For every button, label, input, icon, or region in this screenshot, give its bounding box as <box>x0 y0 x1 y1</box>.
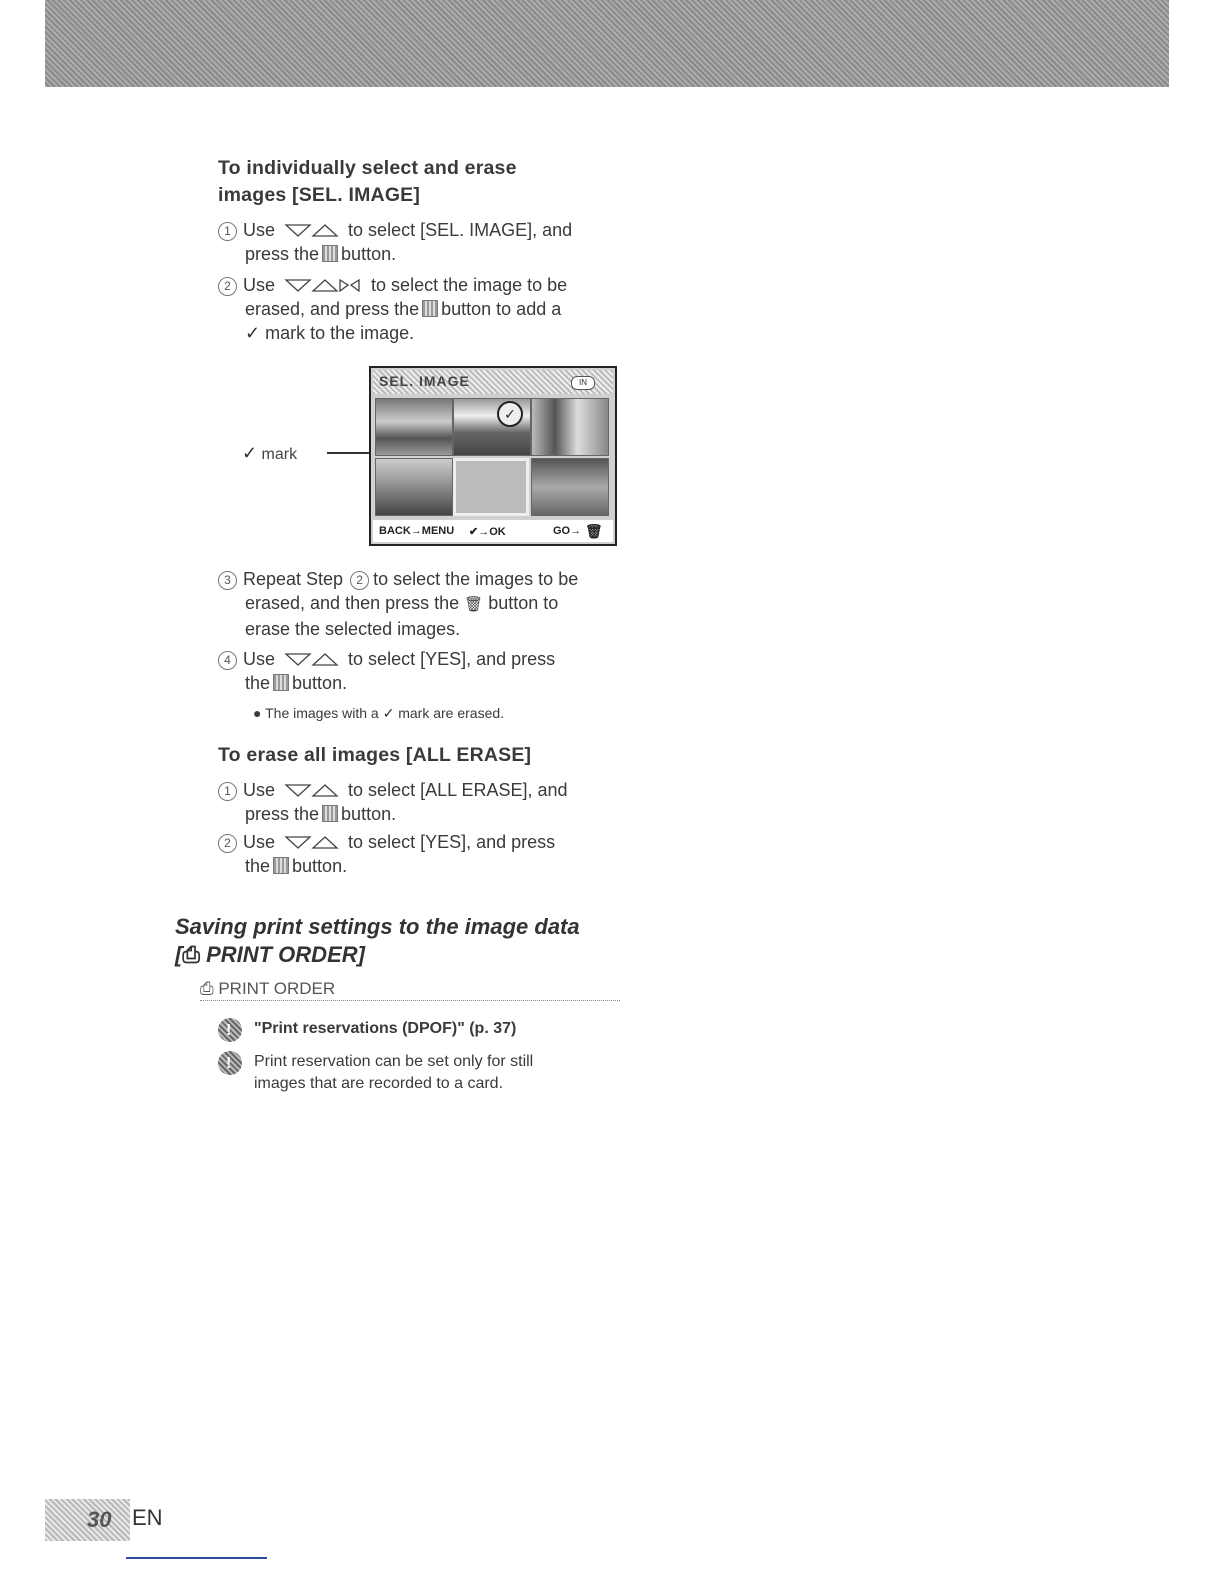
check-mark-icon: ✓ <box>382 705 395 721</box>
step-text: button to add a <box>441 299 562 319</box>
step-text: Repeat Step <box>243 569 344 589</box>
step-text: the <box>245 673 271 693</box>
step-number: 4 <box>218 651 237 670</box>
heading-line: To erase all images [ALL ERASE] <box>218 744 532 766</box>
step-2 <box>218 273 618 345</box>
footer-ok: ✔→OK <box>469 526 506 538</box>
step-text: to select the images to be <box>373 569 579 589</box>
ok-button-icon <box>422 300 438 317</box>
heading-line: images [SEL. IMAGE] <box>218 184 421 206</box>
top-banner <box>45 0 1169 87</box>
thumbnail <box>375 458 453 516</box>
note-icon: ! <box>218 1018 242 1042</box>
step-number: 2 <box>218 834 237 853</box>
step-text: Use <box>243 649 276 669</box>
note-text: images that are recorded to a card. <box>254 1075 504 1092</box>
ok-button-icon <box>273 857 289 874</box>
check-mark-icon: ✓ <box>242 443 258 463</box>
step-text: erased, and press the <box>245 299 420 319</box>
heading-line: Saving print settings to the image data <box>175 914 580 939</box>
step-number: 1 <box>218 782 237 801</box>
trash-icon: 🗑 <box>464 596 484 613</box>
thumbnail <box>375 398 453 456</box>
menu-path <box>200 979 620 1001</box>
footer-line <box>126 1557 267 1559</box>
step-text: button. <box>341 804 397 824</box>
caution-icon: ! <box>218 1051 242 1075</box>
step-text: Use <box>243 275 276 295</box>
step-text: to select [YES], and press <box>348 649 556 669</box>
up-down-arrows-icon <box>284 835 339 849</box>
print-order-icon: ⎙ <box>200 979 214 998</box>
page-number: 30 <box>87 1507 112 1532</box>
screen-title: SEL. IMAGE <box>379 373 470 389</box>
ok-button-icon <box>322 805 338 822</box>
all-erase-step-1 <box>218 778 618 826</box>
selected-thumbnail <box>453 458 529 516</box>
step-number: 1 <box>218 222 237 241</box>
step-number: 2 <box>218 277 237 296</box>
step-text: Use <box>243 832 276 852</box>
step-text: erase the selected images. <box>245 619 461 639</box>
step-text: press the <box>245 244 320 264</box>
step-text: to select the image to be <box>371 275 568 295</box>
ok-button-icon <box>322 245 338 262</box>
language-label: EN <box>132 1505 163 1530</box>
section-heading-all-erase <box>218 742 618 769</box>
bullet-icon: ● <box>253 705 262 721</box>
step-text: erased, and then press the <box>245 593 460 613</box>
step-1 <box>218 218 618 266</box>
step-text: Use <box>243 780 276 800</box>
note-text: mark are erased. <box>398 705 505 721</box>
note-text: Print reservation can be set only for still <box>254 1053 534 1070</box>
heading-line: [⎙ PRINT ORDER] <box>175 942 365 967</box>
memory-badge: IN <box>571 376 595 390</box>
screen-footer <box>373 520 613 542</box>
step-text: mark to the image. <box>265 323 415 343</box>
note-text: "Print reservations (DPOF)" (p. 37) <box>254 1020 517 1037</box>
step-ref-number: 2 <box>350 571 369 590</box>
thumbnail <box>531 458 609 516</box>
step-4 <box>218 647 618 695</box>
step-text: to select [SEL. IMAGE], and <box>348 220 573 240</box>
check-mark-icon: ✓ <box>245 323 261 343</box>
section-heading-sel-image <box>218 155 618 209</box>
step-text: button. <box>341 244 397 264</box>
up-down-arrows-icon <box>284 783 339 797</box>
page-number-tab <box>45 1499 130 1541</box>
step-text: to select [YES], and press <box>348 832 556 852</box>
heading-text: PRINT ORDER] <box>206 942 365 967</box>
all-erase-step-2 <box>218 830 618 878</box>
step-text: the <box>245 856 271 876</box>
step-text: Use <box>243 220 276 240</box>
footer-back: BACK→MENU <box>379 525 455 537</box>
step-text: button. <box>292 673 348 693</box>
step-text: button. <box>292 856 348 876</box>
section-heading-print-order <box>175 913 580 969</box>
up-down-arrows-icon <box>284 652 339 666</box>
reference-note <box>218 1018 618 1040</box>
step-text: button to <box>488 593 559 613</box>
up-down-arrows-icon <box>284 223 339 237</box>
screen-header <box>373 370 613 394</box>
ok-button-icon <box>273 674 289 691</box>
step-text: to select [ALL ERASE], and <box>348 780 568 800</box>
camera-screen-illustration <box>369 366 617 546</box>
caution-note <box>218 1051 618 1095</box>
four-way-arrows-icon <box>284 278 362 292</box>
check-mark-icon: ✓ <box>497 401 523 427</box>
menu-path-text: PRINT ORDER <box>218 979 336 998</box>
footer-go: GO→ <box>553 525 582 537</box>
heading-line: To individually select and erase <box>218 157 517 179</box>
thumbnail <box>531 398 609 456</box>
check-mark-callout <box>242 443 297 464</box>
trash-icon: 🗑 <box>585 523 603 539</box>
note-text: The images with a <box>265 705 379 721</box>
step-number: 3 <box>218 571 237 590</box>
step-3 <box>218 567 618 641</box>
print-order-icon: ⎙ <box>182 942 200 967</box>
bullet-note <box>253 705 504 722</box>
step-text: press the <box>245 804 320 824</box>
callout-text: mark <box>261 446 298 463</box>
